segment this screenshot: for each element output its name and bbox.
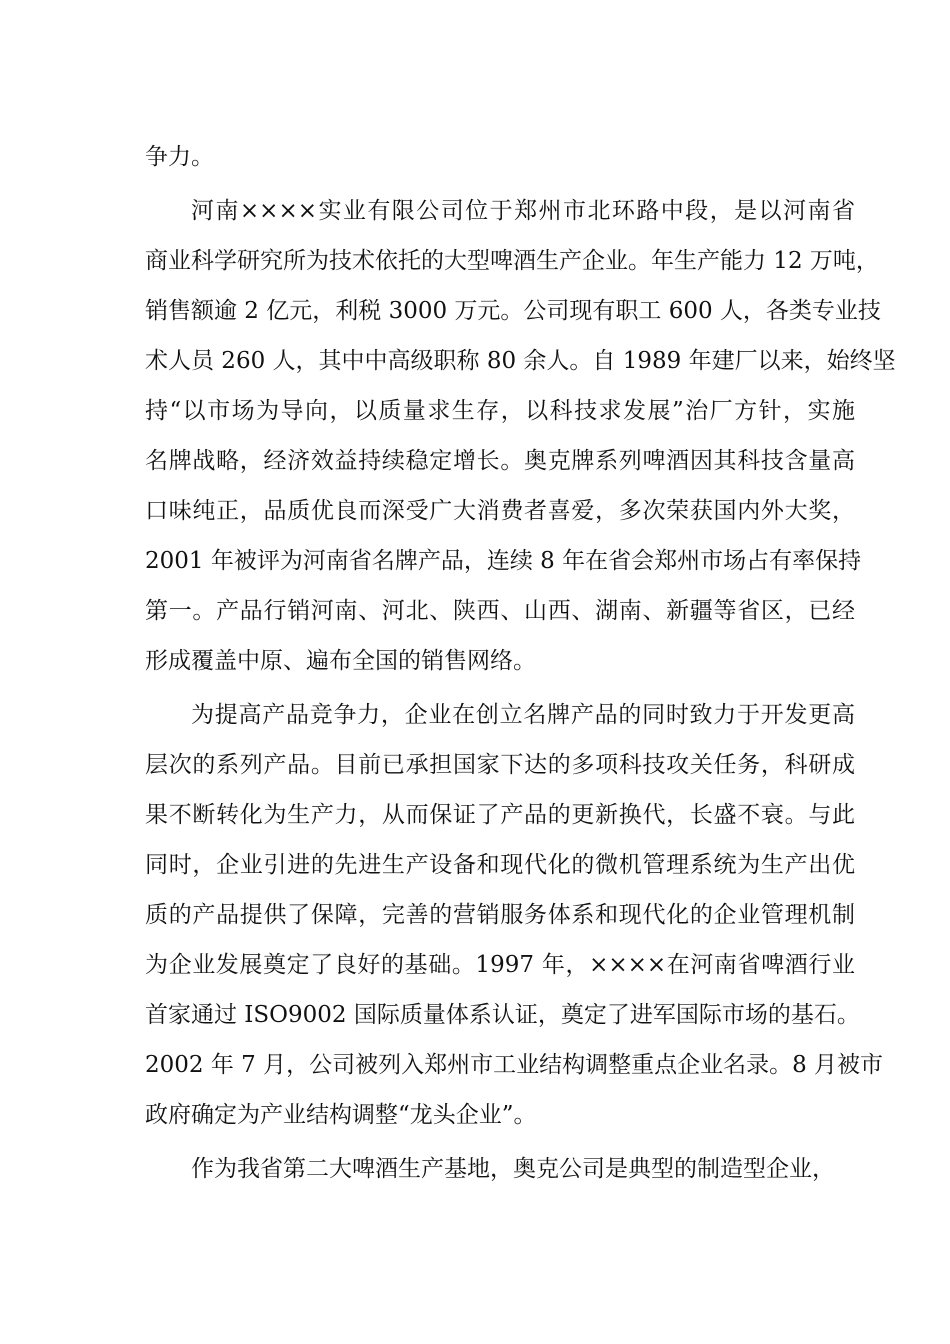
paragraph [145, 690, 884, 1140]
text-line: 同时，企业引进的先进生产设备和现代化的微机管理系统为生产出优 [145, 852, 855, 878]
text-line: 为提高产品竞争力，企业在创立名牌产品的同时致力于开发更高 [191, 702, 855, 728]
text-line: 作为我省第二大啤酒生产基地，奥克公司是典型的制造型企业， [191, 1156, 835, 1182]
text-line: 名牌战略，经济效益持续稳定增长。奥克牌系列啤酒因其科技含量高 [145, 448, 855, 474]
text-line: 政府确定为产业结构调整“龙头企业”。 [145, 1102, 537, 1128]
text-line: 层次的系列产品。目前已承担国家下达的多项科技攻关任务，科研成 [145, 752, 855, 778]
text-line: 2001 年被评为河南省名牌产品，连续 8 年在省会郑州市场占有率保持 [145, 548, 862, 574]
text-line: 第一。产品行销河南、河北、陕西、山西、湖南、新疆等省区，已经 [145, 598, 855, 624]
document-body [145, 132, 896, 1194]
text-line: 2002 年 7 月，公司被列入郑州市工业结构调整重点企业名录。8 月被市 [145, 1052, 884, 1078]
text-line: 果不断转化为生产力，从而保证了产品的更新换代，长盛不衰。与此 [145, 802, 855, 828]
text-line: 形成覆盖中原、遍布全国的销售网络。 [145, 648, 536, 674]
text-line: 商业科学研究所为技术依托的大型啤酒生产企业。年生产能力 12 万吨， [145, 248, 879, 274]
text-line: 术人员 260 人，其中中高级职称 80 余人。自 1989 年建厂以来，始终坚 [145, 348, 896, 374]
text-line: 质的产品提供了保障，完善的营销服务体系和现代化的企业管理机制 [145, 902, 855, 928]
paragraph [145, 186, 896, 686]
text-line: 为企业发展奠定了良好的基础。1997 年，××××在河南省啤酒行业 [145, 952, 855, 978]
text-line: 河南××××实业有限公司位于郑州市北环路中段，是以河南省 [191, 198, 855, 224]
paragraph [145, 1144, 855, 1194]
text-line: 销售额逾 2 亿元，利税 3000 万元。公司现有职工 600 人，各类专业技 [145, 298, 881, 324]
text-line: 争力。 [145, 144, 214, 170]
text-line: 首家通过 ISO9002 国际质量体系认证，奠定了进军国际市场的基石。 [145, 1002, 860, 1028]
paragraph [145, 132, 855, 182]
text-line: 口味纯正，品质优良而深受广大消费者喜爱，多次荣获国内外大奖， [145, 498, 855, 524]
text-line: 持“以市场为导向，以质量求生存，以科技求发展”治厂方针，实施 [145, 398, 855, 424]
